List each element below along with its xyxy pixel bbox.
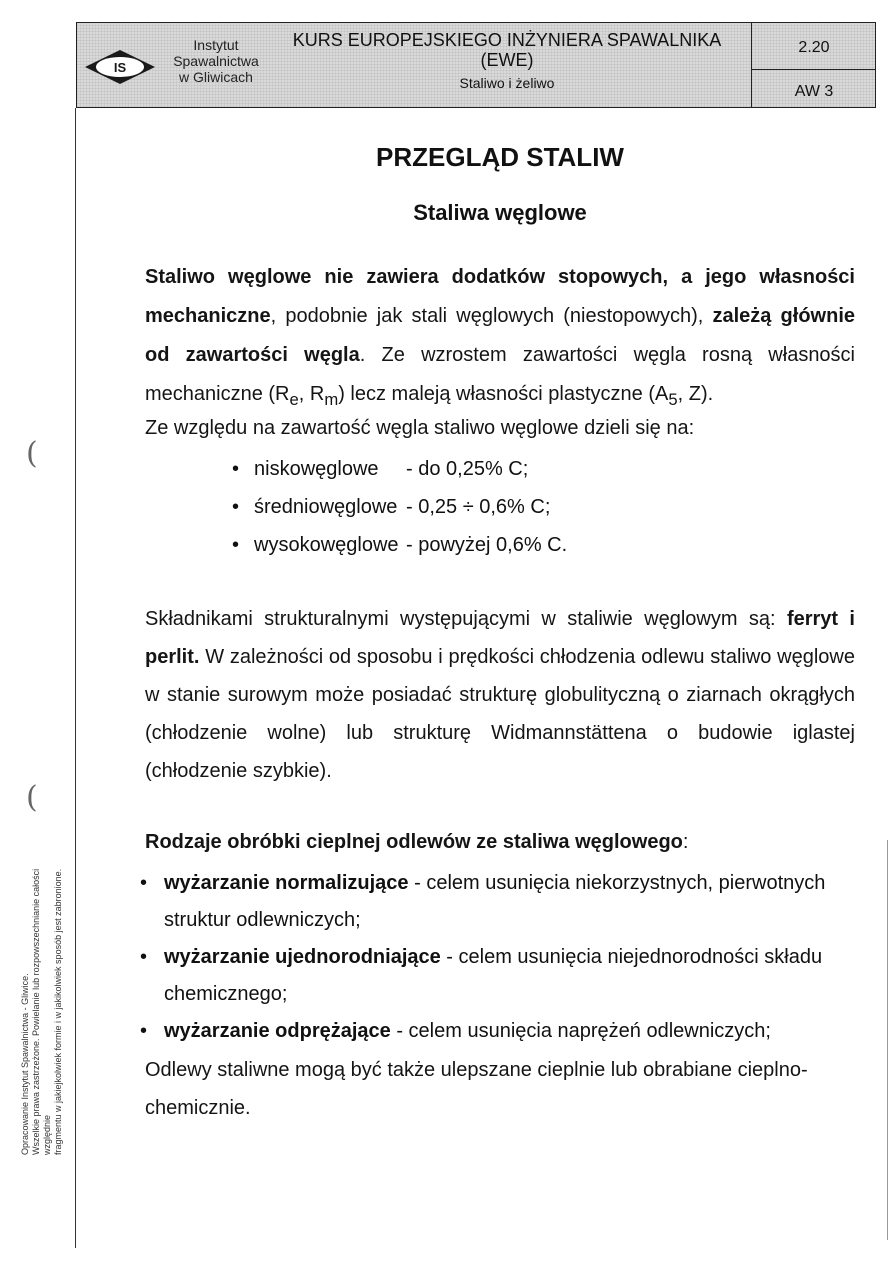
treatment-name: wyżarzanie normalizujące — [164, 872, 409, 894]
division-intro: Ze względu na zawartość węgla staliwo węglowe dzieli się na: — [145, 417, 695, 439]
header-code-divider — [751, 69, 875, 70]
carbon-type-list — [232, 450, 567, 564]
subscript-m: m — [324, 390, 339, 409]
institute-name-line: Spawalnictwa — [173, 53, 259, 69]
treatment-list — [140, 865, 855, 1050]
subscript-e: e — [289, 390, 299, 409]
carbon-type-name: niskowęglowe — [254, 458, 379, 480]
carbon-type-range: - do 0,25% C; — [406, 458, 529, 480]
institute-logo-icon — [83, 47, 157, 87]
structure-text: W zależności od sposobu i prędkości chłodzenia odlewu staliwo węglowe w stanie surowym może posiadać strukturę globulityczną o ziarnach okrągłych (chłodzenie wolne) lub strukturę Widmannstättena o budowie iglastej (chłodzenie szybkie). — [145, 646, 855, 782]
bullet-icon: • — [140, 1020, 148, 1042]
course-subject: Staliwo i żeliwo — [459, 75, 555, 91]
copyright-line: Wszelkie prawa zastrzeżone. Powielanie lub rozpowszechnianie całości względnie — [31, 868, 52, 1155]
section-code: AW 3 — [794, 83, 834, 100]
list-item — [232, 488, 567, 526]
intro-bold: zależą głównie od zawartości węgla — [145, 305, 855, 366]
treatment-desc: - celem usunięcia naprężeń odlewniczych; — [390, 1020, 771, 1042]
subscript-5: 5 — [668, 390, 678, 409]
copyright-line: fragmentu w jakiejkolwiek formie i w jakikolwiek sposób jest zabronione. — [53, 868, 63, 1155]
treatment-heading — [145, 827, 855, 857]
punch-hole-mark: ( — [26, 436, 38, 471]
structure-bold: ferryt i perlit. — [145, 608, 855, 668]
page-title: PRZEGLĄD STALIW — [376, 142, 624, 172]
treatment-heading-colon: : — [682, 831, 689, 853]
copyright-note — [20, 855, 64, 1155]
margin-line — [75, 108, 76, 1248]
list-item — [140, 1013, 855, 1050]
intro-text: ) lecz maleją własności plastyczne (A — [338, 383, 669, 405]
section-number: 2.20 — [798, 39, 830, 56]
institute-name-line: w Gliwicach — [179, 69, 253, 85]
carbon-type-name: średniowęglowe — [254, 496, 398, 518]
course-title — [277, 31, 737, 92]
list-item — [140, 865, 855, 939]
punch-hole-mark: ( — [26, 780, 38, 815]
treatment-name: wyżarzanie ujednorodniające — [164, 946, 441, 968]
copyright-line: Opracowanie Instytut Spawalnictwa - Gliwice. — [20, 973, 30, 1155]
intro-text: , Z). — [677, 383, 714, 405]
structure-text: Składnikami strukturalnymi występującymi w staliwie węglowym są: — [145, 608, 787, 630]
treatment-heading-text: Rodzaje obróbki cieplnej odlewów ze staliwa węglowego — [145, 831, 683, 853]
structure-paragraph — [145, 600, 855, 790]
bullet-icon: • — [232, 534, 240, 556]
section-subtitle: Staliwa węglowe — [413, 200, 587, 225]
institute-name-line: Instytut — [193, 37, 239, 53]
bullet-icon: • — [232, 458, 240, 480]
list-item — [232, 526, 567, 564]
institute-name — [161, 37, 271, 85]
list-item — [232, 450, 567, 488]
scan-edge-line — [887, 840, 888, 1240]
carbon-type-name: wysokowęglowe — [254, 534, 399, 556]
intro-paragraph — [145, 258, 855, 419]
logo-text: IS — [113, 60, 127, 75]
bullet-icon: • — [140, 946, 148, 968]
treatment-name: wyżarzanie odprężające — [164, 1020, 391, 1042]
intro-text: , R — [298, 383, 325, 405]
intro-text: , podobnie jak stali węglowych (niestopowych), — [270, 305, 713, 327]
carbon-type-range: - powyżej 0,6% C. — [406, 534, 568, 556]
bullet-icon: • — [232, 496, 240, 518]
course-name: KURS EUROPEJSKIEGO INŻYNIERA SPAWALNIKA — [292, 30, 722, 50]
list-item — [140, 939, 855, 1013]
document-header — [76, 22, 876, 108]
intro-bold: Staliwo węglowe nie zawiera dodatków stopowych, a jego własności mechaniczne — [145, 266, 855, 327]
intro-text: . Ze wzrostem zawartości węgla rosną własności mechaniczne (R — [145, 344, 856, 405]
bullet-icon: • — [140, 872, 148, 894]
treatment-desc: - celem usunięcia niejednorodności składu chemicznego; — [164, 946, 823, 1005]
carbon-type-range: - 0,25 ÷ 0,6% C; — [406, 496, 551, 518]
treatment-desc: - celem usunięcia niekorzystnych, pierwotnych struktur odlewniczych; — [164, 872, 826, 931]
header-divider — [751, 23, 752, 107]
course-abbrev: (EWE) — [480, 50, 534, 70]
closing-paragraph: Odlewy staliwne mogą być także ulepszane cieplnie lub obrabiane cieplno-chemicznie. — [145, 1059, 808, 1119]
